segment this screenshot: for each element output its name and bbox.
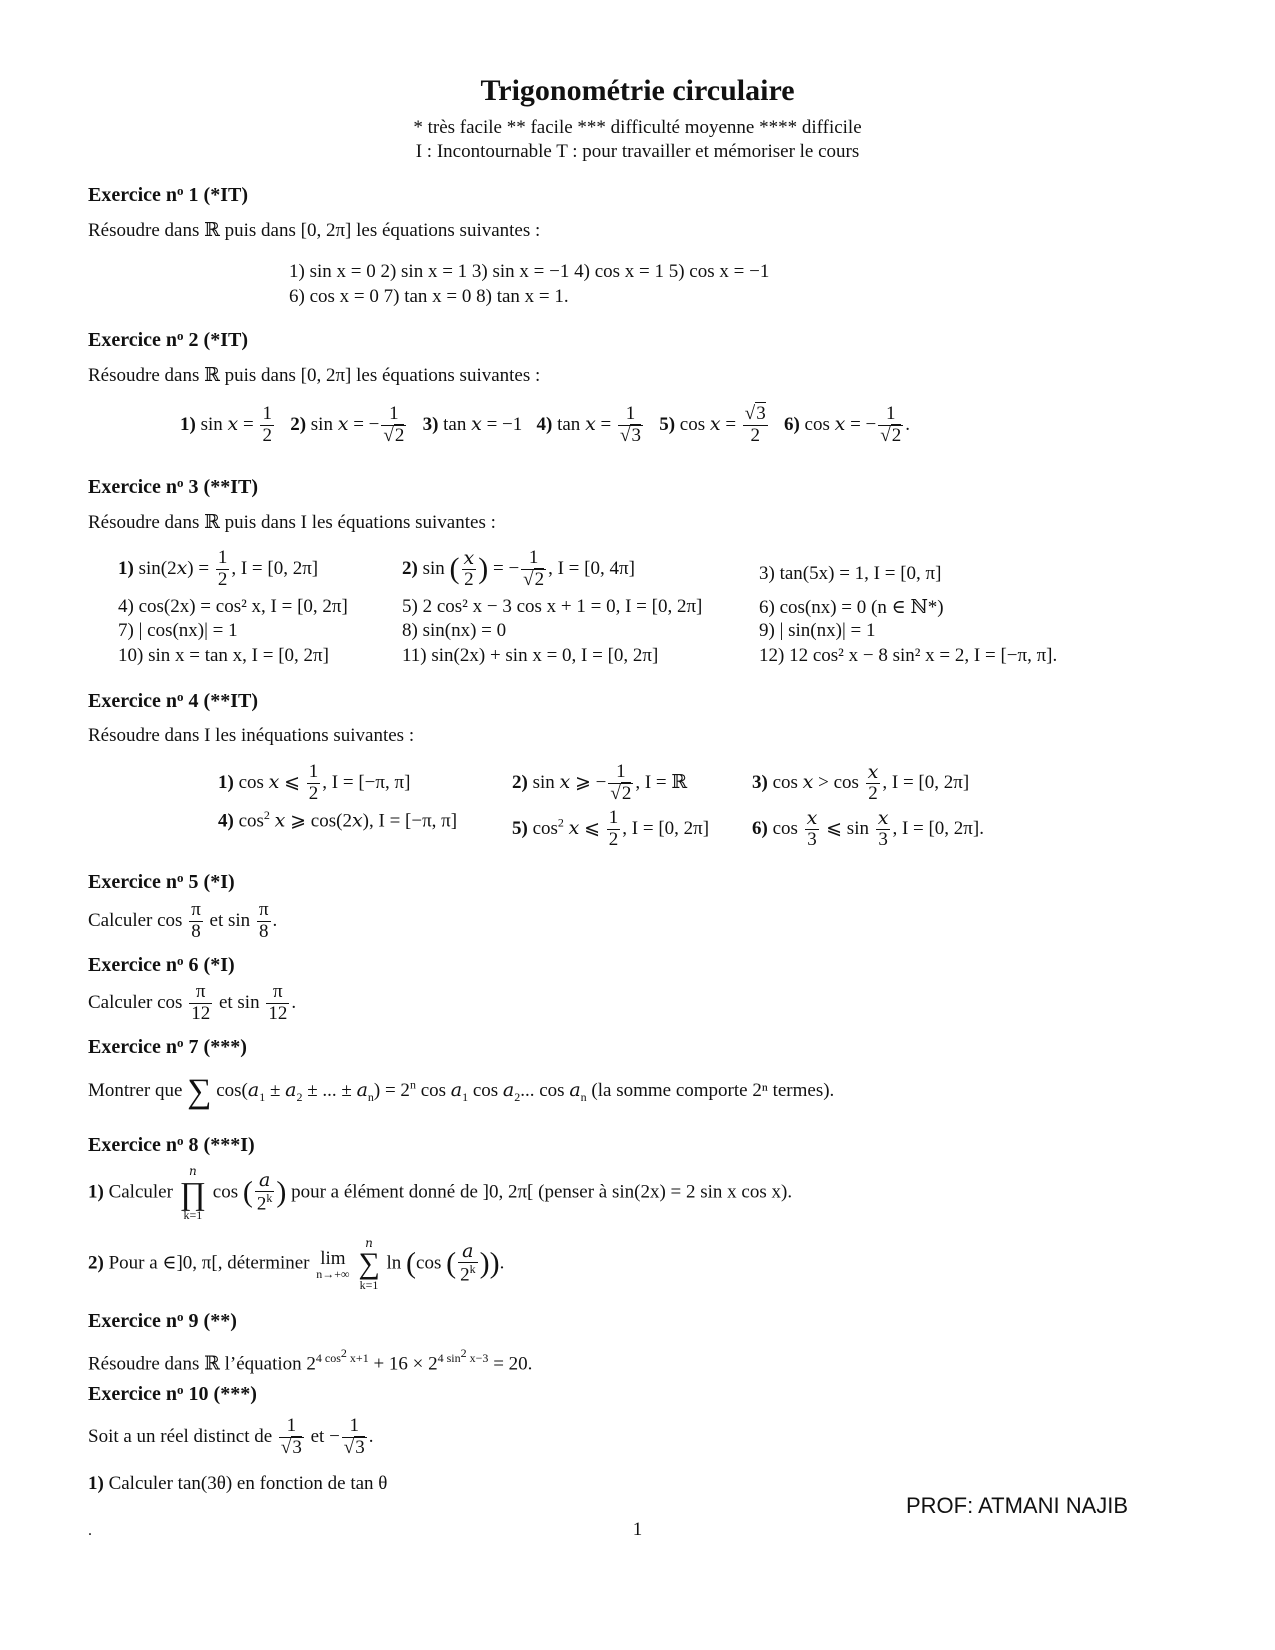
exercise-10-statement: Soit a un réel distinct de $\frac{1}{√3}$ et − $\frac{1}{√3}$ . [88,1415,374,1458]
exercise-3-item-6: 6) cos(nx) = 0 (n ∈ ℕ*) [759,597,944,618]
exercise-2-equations: 1) sin x = $\frac{1}{2}$ 2) sin x = − $\frac{1}{√2}$ 3) tan x = −1 4) tan x = $\frac{1}{√3}$ 5) cos x = $\frac{√3}{2}$ 6) cos x = − $\frac{1}{√2}$ . [180,403,910,446]
exercise-4-item-5: 5) $\cos^2 x$ ⩽ $\frac{1}{2}$ , I = [0, 2π] [512,807,710,850]
exercise-6-statement: Calculer cos $\frac{\pi}{12}$ et sin $\frac{\pi}{12}$ . [88,981,297,1024]
exercise-4-item-4: 4) $\cos^2 x$ ⩾ cos(2x), I = [−π, π] [218,808,458,832]
exercise-6-heading: Exercice $n^o$ 6 (*I) [88,953,235,976]
exercise-3-item-7: 7) | cos(nx)| = 1 [118,620,238,641]
exercise-3-item-1: 1) sin(2x) = $\frac{1}{2}$ , I = [0, 2π] [118,547,319,590]
exercise-2-heading: Exercice $n^o$ 2 (*IT) [88,328,248,351]
exercise-5-heading: Exercice $n^o$ 5 (*I) [88,870,235,893]
exercise-9-statement: Résoudre dans ℝ l’équation $2^{4 cos^2 x+1} + 16 \times 2^{4 sin^2 x-3} = 20$. [88,1346,533,1375]
exercise-7-heading: Exercice $n^o$ 7 (***) [88,1035,247,1058]
exercise-3-item-4: 4) cos(2x) = cos² x, I = [0, 2π] [118,596,348,617]
exercise-4-heading: Exercice $n^o$ 4 (**IT) [88,689,258,712]
exercise-3-item-8: 8) sin(nx) = 0 [402,620,507,641]
exercise-3-item-2: 2) sin ( $\frac{x}{2}$ ) = − $\frac{1}{√2}$ , I = [0, 4π] [402,547,635,590]
exercise-3-item-10: 10) sin x = tan x, I = [0, 2π] [118,645,329,666]
exercise-10-question-1: 1) Calculer tan(3θ) en fonction de tan θ [88,1473,388,1494]
exercise-2-statement: Résoudre dans ℝ puis dans [0, 2π] les équations suivantes : [88,365,541,386]
exercise-3-item-9: 9) | sin(nx)| = 1 [759,620,876,641]
exercise-3-item-5: 5) 2 cos² x − 3 cos x + 1 = 0, I = [0, 2π] [402,596,703,617]
exercise-4-statement: Résoudre dans I les inéquations suivantes : [88,725,415,746]
exercise-3-statement: Résoudre dans ℝ puis dans I les équations suivantes : [88,512,496,533]
exercise-4-item-3: 3) cos x > cos $\frac{x}{2}$ , I = [0, 2π] [752,761,970,804]
exercise-4-item-1: 1) cos x ⩽ $\frac{1}{2}$ , I = [−π, π] [218,761,411,804]
author-credit: PROF: ATMANI NAJIB [906,1493,1129,1518]
exercise-1-heading: Exercice $n^o$ 1 (*IT) [88,183,248,206]
page-title: Trigonométrie circulaire [480,74,795,107]
exercise-8-question-1: 1) Calculer n ∏ k=1 cos ( $\frac{a}{2^k}$ ) pour a élément donné de ]0, 2π[ (penser à sin(2x) = 2 sin x cos x). [88,1164,793,1222]
exercise-8-question-2: 2) Pour a ∈]0, π[, déterminer lim n→+∞ n ∑ k=1 ln (cos ( $\frac{a}{2^k}$ )). [88,1236,505,1292]
exercise-3-heading: Exercice $n^o$ 3 (**IT) [88,475,258,498]
exercise-4-item-6: 6) cos $\frac{x}{3}$ ⩽ sin $\frac{x}{3}$ , I = [0, 2π]. [752,807,984,850]
exercise-1-statement: Résoudre dans ℝ puis dans [0, 2π] les équations suivantes : [88,220,541,241]
exercise-9-heading: Exercice $n^o$ 9 (**) [88,1309,237,1332]
exercise-3-item-12: 12) 12 cos² x − 8 sin² x = 2, I = [−π, π]. [759,645,1058,666]
exercise-1-equations-row2: 6) cos x = 0 7) tan x = 0 8) tan x = 1. [289,286,569,307]
footer-dot: . [88,1522,92,1539]
exercise-7-statement: Montrer que ∑ $\cos(a_1 \pm a_2$ ± ... ± $a_n) = 2^n$ $\cos a_1$ $\cos a_2$... $\cos a_n$ (la somme comporte 2ⁿ termes). [88,1073,835,1110]
exercise-1-equations-row1: 1) sin x = 0 2) sin x = 1 3) sin x = −1 4) cos x = 1 5) cos x = −1 [289,261,770,282]
difficulty-legend: * très facile ** facile *** difficulté moyenne **** difficile [413,117,862,138]
exercise-5-statement: Calculer cos $\frac{\pi}{8}$ et sin $\frac{\pi}{8}$ . [88,899,278,942]
exercise-10-heading: Exercice $n^o$ 10 (***) [88,1382,257,1405]
exercise-3-item-3: 3) tan(5x) = 1, I = [0, π] [759,563,942,584]
category-legend: I : Incontournable T : pour travailler et mémoriser le cours [415,141,860,162]
exercise-8-heading: Exercice $n^o$ 8 (***I) [88,1133,255,1156]
page-number: 1 [632,1519,643,1540]
exercise-3-item-11: 11) sin(2x) + sin x = 0, I = [0, 2π] [402,645,659,666]
exercise-4-item-2: 2) sin x ⩾ − $\frac{1}{√2}$ , I = ℝ [512,761,688,804]
